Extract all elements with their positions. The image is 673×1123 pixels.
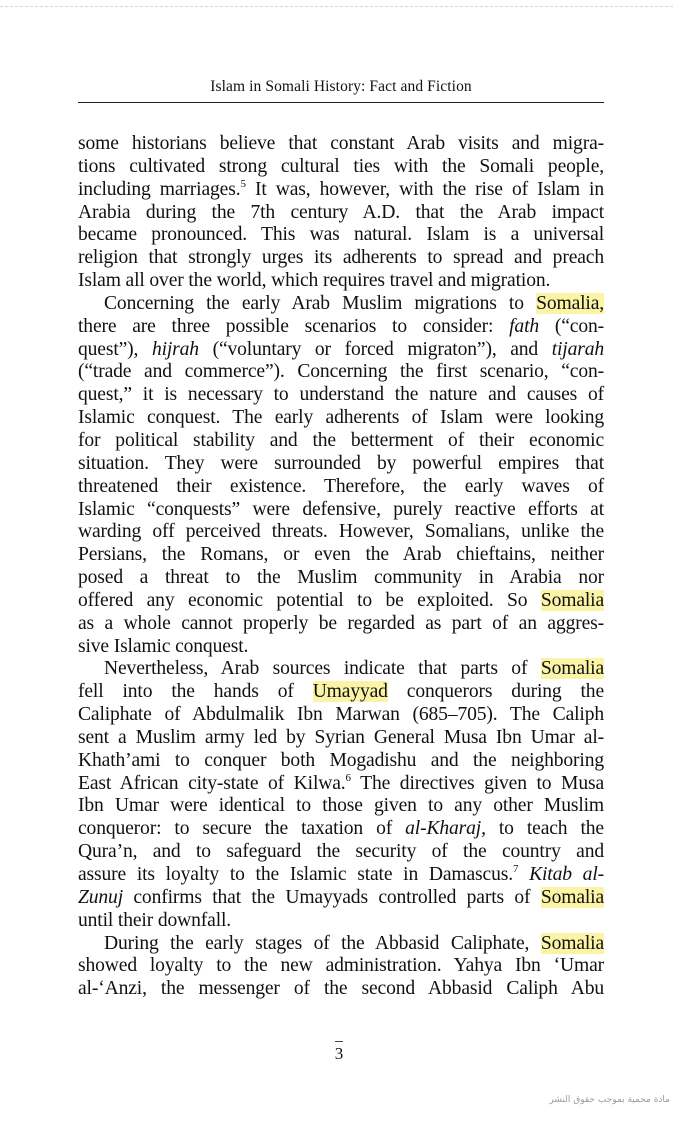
- text-line: Khath’ami to conquer both Mogadishu and the neighboring: [78, 749, 604, 771]
- highlight-somalia[interactable]: Somalia: [540, 932, 604, 954]
- text-line: Islamic conquest. The early adherents of Islam were looking: [78, 407, 604, 429]
- text-line: situation. They were surrounded by powerful empires that: [78, 452, 604, 474]
- text-line: until their downfall.: [78, 909, 232, 931]
- italic-term-hijrah: hijrah: [151, 338, 199, 360]
- text-line: Islam all over the world, which requires travel and migration.: [78, 270, 551, 292]
- text-line: al-‘Anzi, the messenger of the second Abbasid Caliph Abu: [78, 978, 604, 1000]
- footnote-ref-7[interactable]: 7: [512, 863, 519, 875]
- text-run: Nevertheless, Arab sources indicate that parts of: [104, 658, 541, 680]
- text-line: threatened their existence. Therefore, the early waves of: [78, 475, 604, 497]
- text-run: fell into the hands of: [78, 681, 313, 703]
- text-run: Concerning the early Arab Muslim migrations to: [104, 292, 537, 314]
- text-line: as a whole cannot properly be regarded as part of an aggres-: [78, 612, 604, 634]
- italic-title-kitab-al-zunuj: Zunuj: [78, 886, 123, 908]
- text-line: [78, 658, 604, 681]
- text-line: some historians believe that constant Arab visits and migra-: [78, 133, 604, 154]
- highlight-somalia[interactable]: Somalia: [540, 589, 604, 611]
- italic-term-fath: fath: [509, 315, 540, 337]
- italic-title-kitab-al-zunuj: Kitab al-: [529, 864, 604, 885]
- paragraph-3: [78, 658, 604, 932]
- text-run: to teach the: [485, 818, 604, 840]
- body-text: [78, 133, 604, 1001]
- text-run: conqueror: to secure the taxation of: [78, 818, 406, 840]
- text-run: (“con-: [539, 315, 605, 337]
- text-run: confirms that the Umayyads controlled parts of: [122, 886, 541, 908]
- text-run: quest”),: [78, 338, 152, 360]
- text-line: [78, 773, 604, 796]
- text-line: Islamic “conquests” were defensive, purely reactive efforts at: [78, 498, 604, 520]
- text-run: including marriages.: [78, 178, 241, 200]
- text-run: offered any economic potential to be exploited. So: [78, 589, 541, 611]
- running-head: Islam in Somali History: Fact and Fiction: [210, 78, 472, 95]
- page-number-mark: [335, 1041, 343, 1042]
- text-run: [518, 864, 529, 885]
- text-line: [78, 590, 604, 613]
- text-line: showed loyalty to the new administration. Yahya Ibn ‘Umar: [78, 955, 604, 977]
- italic-term-tijarah: tijarah: [551, 338, 605, 360]
- text-line: (“trade and commerce”). Concerning the first scenario, “con-: [78, 361, 604, 383]
- text-run: It was, however, with the rise of Islam in: [245, 178, 605, 200]
- text-line: religion that strongly urges its adherents to spread and preach: [78, 247, 604, 269]
- highlight-umayyad[interactable]: Umayyad: [312, 681, 388, 703]
- copyright-watermark: مادة محمية بموجب حقوق النشر: [549, 1095, 670, 1105]
- text-run: (“voluntary or forced migraton”), and: [198, 338, 552, 360]
- text-line: Arabia during the 7th century A.D. that the Arab impact: [78, 201, 604, 223]
- highlight-somalia[interactable]: Somalia,: [536, 292, 604, 314]
- text-line: posed a threat to the Muslim community in Arabia nor: [78, 567, 604, 589]
- text-line: Ibn Umar were identical to those given to any other Muslim: [78, 795, 604, 817]
- footnote-ref-6[interactable]: 6: [345, 771, 351, 784]
- text-line: [78, 818, 604, 841]
- text-line: sent a Muslim army led by Syrian General Musa Ibn Umar al-: [78, 726, 604, 748]
- italic-term-al-kharaj: al-Kharaj,: [405, 818, 486, 840]
- text-run: conquerors during the: [387, 681, 604, 703]
- text-line: [78, 316, 604, 339]
- header-rule: [78, 102, 604, 103]
- text-line: [78, 887, 604, 910]
- text-line: quest,” it is necessary to understand the nature and causes of: [78, 384, 604, 406]
- text-line: Persians, the Romans, or even the Arab chieftains, neither: [78, 544, 604, 566]
- text-line: [78, 864, 604, 887]
- highlight-somalia[interactable]: Somalia: [540, 886, 604, 908]
- text-line: [78, 681, 604, 704]
- text-run: assure its loyalty to the Islamic state in Damascus.: [78, 864, 513, 885]
- text-line: Qura’n, and to safeguard the security of the country and: [78, 841, 604, 863]
- text-line: [78, 179, 604, 202]
- text-line: tions cultivated strong cultural ties with the Somali people,: [78, 155, 604, 177]
- footnote-ref-5[interactable]: 5: [240, 177, 246, 190]
- text-line: [78, 339, 604, 362]
- highlight-somalia[interactable]: Somalia: [540, 658, 604, 680]
- text-line: for political stability and the betterment of their economic: [78, 429, 604, 451]
- text-line: became pronounced. This was natural. Islam is a universal: [78, 224, 604, 246]
- text-line: warding off perceived threats. However, Somalians, unlike the: [78, 521, 604, 543]
- text-line: sive Islamic conquest.: [78, 635, 249, 657]
- paragraph-2: [78, 293, 604, 659]
- text-run: The directives given to Musa: [350, 772, 605, 794]
- text-run: East African city-state of Kilwa.: [78, 772, 346, 794]
- text-run: there are three possible scenarios to consider:: [78, 315, 510, 337]
- page-number: 3: [334, 1044, 344, 1063]
- text-run: During the early stages of the Abbasid Caliphate,: [104, 932, 541, 954]
- paragraph-1: [78, 133, 604, 293]
- paragraph-4: [78, 933, 604, 1002]
- text-line: [78, 933, 604, 956]
- text-line: [78, 293, 604, 316]
- scan-edge-line: [0, 6, 673, 7]
- text-line: Caliphate of Abdulmalik Ibn Marwan (685–705). The Caliph: [78, 704, 604, 726]
